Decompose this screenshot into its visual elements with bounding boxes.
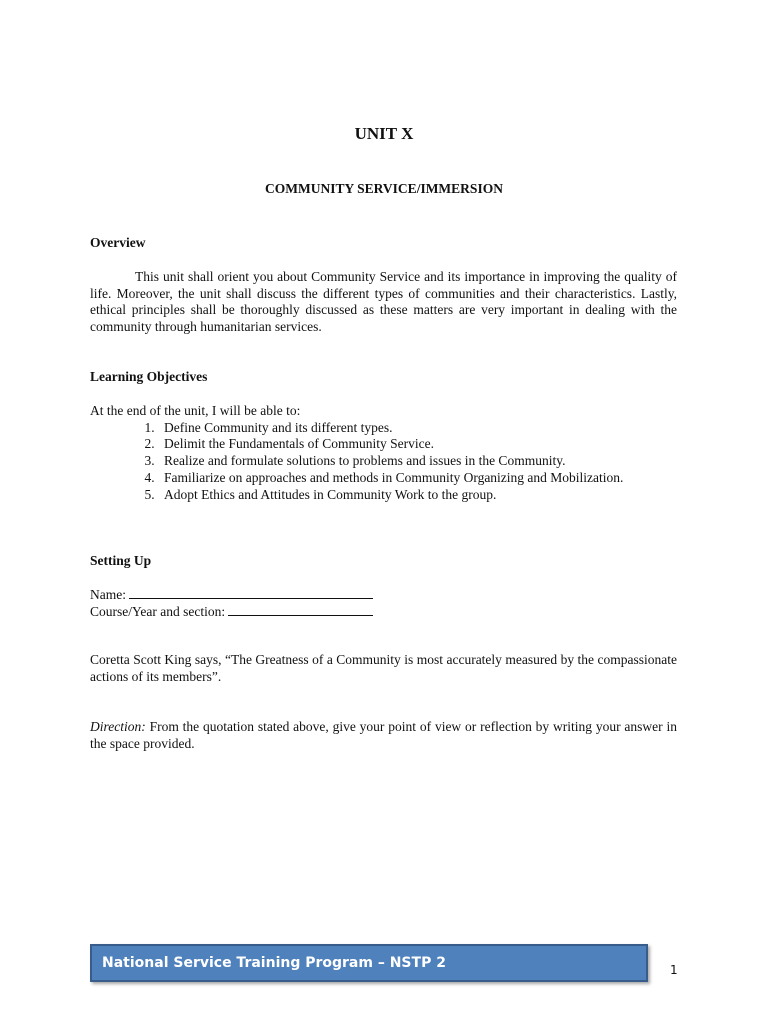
quote-text: Coretta Scott King says, “The Greatness of a Community is most accurately measured by the compassionate actions of its members”. (90, 652, 677, 684)
name-label: Name: (90, 586, 126, 602)
footer-text: National Service Training Program – NSTP 2 (102, 955, 446, 971)
objectives-section (90, 369, 677, 504)
page-number: 1 (670, 963, 678, 977)
course-blank[interactable] (228, 604, 373, 616)
objective-item: 1. Define Community and its different types. (158, 420, 677, 437)
footer-banner (90, 944, 648, 982)
course-line (90, 604, 677, 621)
overview-text: This unit shall orient you about Community Service and its importance in improving the quality of life. Moreover, the unit shall discuss the different types of communities and their characteristics. Lastly, ethical principles shall be thoroughly discussed as these matters are very important in dealing with the community through humanitarian services. (90, 268, 677, 335)
direction-label: Direction: (90, 719, 146, 734)
objective-item: 5. Adopt Ethics and Attitudes in Community Work to the group. (158, 487, 677, 504)
objectives-intro: At the end of the unit, I will be able to: (90, 402, 301, 418)
setting-up-section (90, 553, 677, 620)
overview-section (90, 235, 677, 336)
name-line (90, 587, 677, 604)
course-label: Course/Year and section: (90, 603, 226, 619)
direction-paragraph (90, 719, 677, 753)
unit-subtitle: COMMUNITY SERVICE/IMMERSION (265, 181, 503, 196)
objective-item: 4. Familiarize on approaches and methods in Community Organizing and Mobilization. (158, 470, 677, 487)
objective-item: 3. Realize and formulate solutions to problems and issues in the Community. (158, 453, 677, 470)
unit-title: UNIT X (354, 124, 414, 143)
setting-up-heading: Setting Up (90, 553, 152, 568)
objectives-list (90, 420, 677, 504)
direction-text: From the quotation stated above, give your point of view or reflection by writing your answer in the space provided. (90, 719, 677, 751)
objective-item: 2. Delimit the Fundamentals of Community Service. (158, 436, 677, 453)
overview-heading: Overview (90, 235, 146, 250)
name-blank[interactable] (129, 587, 373, 599)
objectives-heading: Learning Objectives (90, 369, 208, 384)
